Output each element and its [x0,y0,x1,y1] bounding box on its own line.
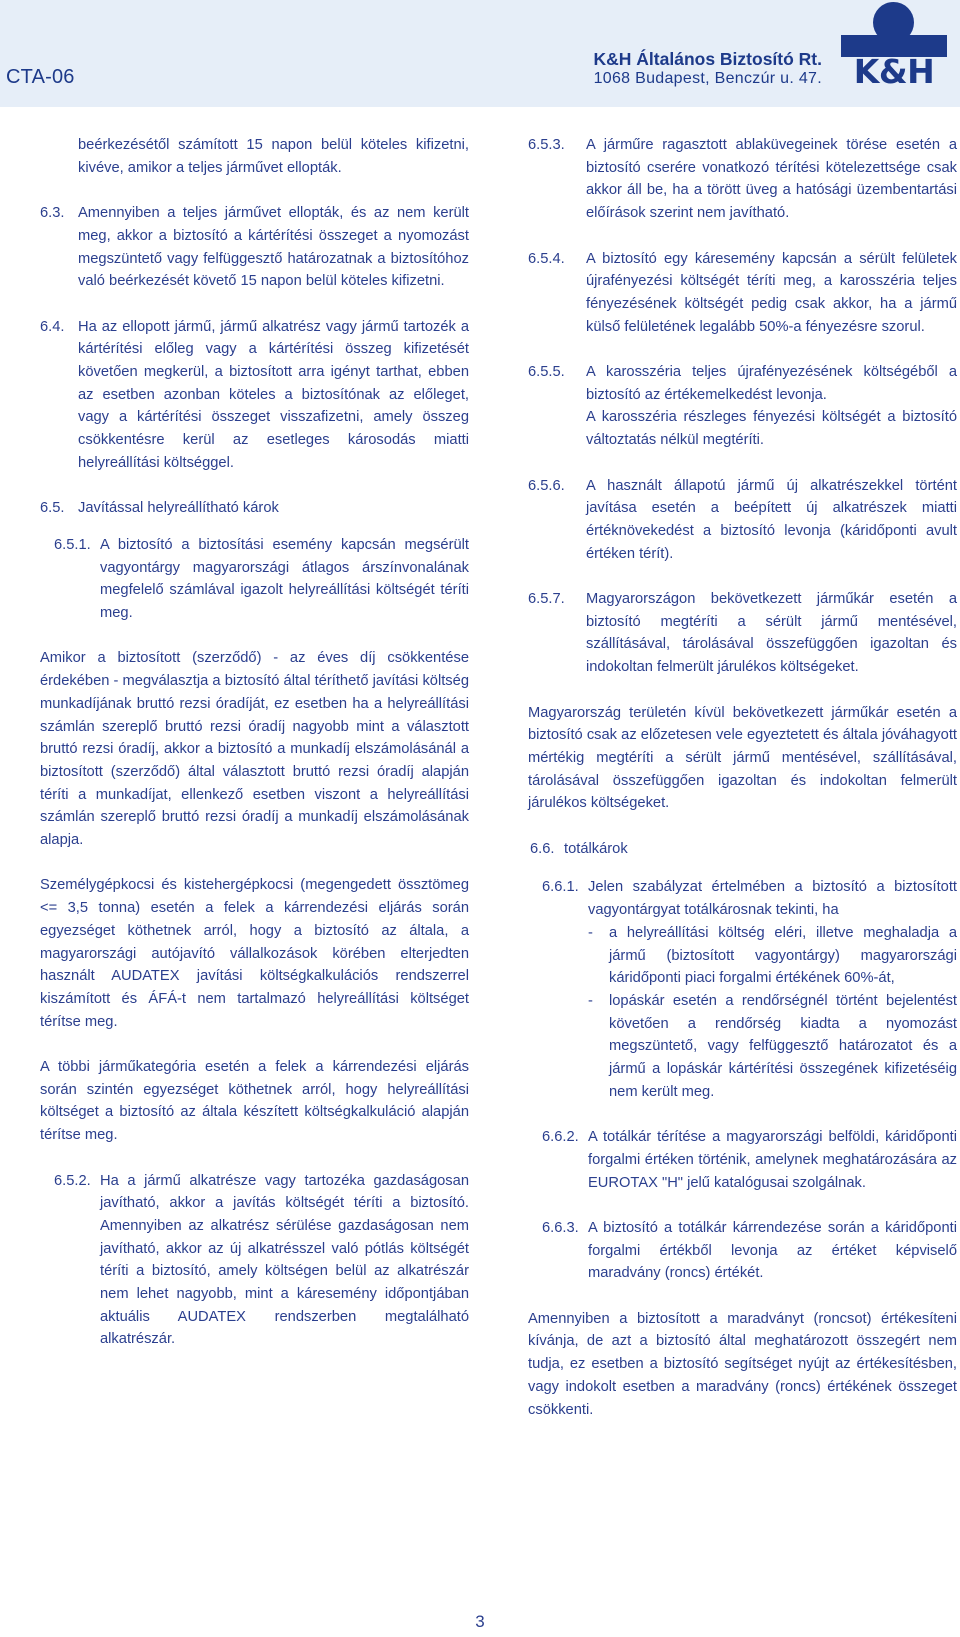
section-number: 6.4. [40,318,65,335]
logo-text: K&H [853,52,935,91]
section-6-5-7 [528,588,957,679]
section-6-5-2 [54,1170,469,1352]
section-6-4 [40,316,469,475]
section-text: A biztosító a totálkár kárrendezése során a káridőponti forgalmi értékből levonja az értéket képviselő maradvány (roncs) értékét. [588,1219,957,1282]
section-text: A használt állapotú jármű új alkatrészekkel történt javítása esetén a beépített új alkatrészek miatti értéknövekedést a biztosító levonja (káridőponti avult értéken térít). [586,477,957,562]
section-number: 6.5.2. [54,1172,91,1189]
section-6-5-heading [40,497,469,520]
left-column [40,134,469,1374]
section-number: 6.6.1. [542,879,579,896]
section-body [588,876,957,1103]
section-number: 6.5.3. [528,137,565,153]
section-number: 6.5.5. [528,364,565,380]
paragraph-tobbi: A többi járműkategória esetén a felek a kárrendezési eljárás során szintén egyezséget köthetnek arról, hogy helyreállítási költséget a biztosító az általa készített költségkalkuláció alapján térítse meg. [40,1059,469,1144]
right-column [528,134,957,1444]
section-6-5-6 [528,475,957,566]
section-title: totálkárok [564,840,628,857]
section-text: A biztosító a biztosítási esemény kapcsán megsérült vagyontárgy magyarországi átlagos árszínvonalának megfelelő számlával igazolt helyreállítási költségét téríti meg. [100,536,469,622]
section-number: 6.5.6. [528,477,565,494]
list-item [588,990,957,1104]
document-code: CTA-06 [6,66,75,88]
section-number: 6.3. [40,205,65,222]
section-number: 6.5.7. [528,591,565,607]
paragraph-text: beérkezésétől számított 15 napon belül köteles kifizetni, kivéve, amikor a teljes járművet ellopták. [78,137,469,176]
dash-bullet: - [588,924,593,941]
section-text: Ha a jármű alkatrésze vagy tartozéka gazdaságosan javítható, akkor a javítás költségét téríti a biztosító. Amennyiben az alkatrész sérülése gazdaságosan nem javítható, akkor az új alkatrésszel való pótlás költségét téríti a biztosító, amely költségen belül az alkatrészár nem lehet nagyobb, mint a káresemény időpontjában aktuális AUDATEX rendszerben megtalálható alkatrészár. [100,1172,469,1348]
list-item-text: lopáskár esetén a rendőrségnél történt bejelentést követően a rendőrség kiadta a nyomozást megszüntető, vagy felfüggesztő határozatot és a jármű a lopáskár kártérítési összegének kifizetéséig nem került meg. [609,992,957,1100]
section-6-5-4 [528,248,957,339]
paragraph-kulfold: Magyarország területén kívül bekövetkezett járműkár esetén a biztosító csak az előzetesen vele egyeztetett és általa jóváhagyott mértékig megtéríti a sérült jármű mentésével, szállításával, tárolásával összefüggően igazoltan és indokoltan felmerült járulékos költségeket. [528,704,957,812]
paragraph-maradvany: Amennyiben a biztosított a maradványt (roncsot) értékesíteni kívánja, de azt a biztosító által meghatározott összegért nem tudja, ez esetben a biztosító segítséget nyújt az értékesítésben, vagy indokolt esetben a maradvány (roncs) értékének összeget csökkenti. [528,1310,957,1418]
section-text: Ha az ellopott jármű, jármű alkatrész vagy jármű tartozék a kártérítési előleg vagy a kártérítési összeg kifizetését követően megkerül, a biztosított arra igényt tarthat, ebben az esetben azonban köteles a biztosítónak az előleget, vagy a kártérítési összeget visszafizetni, amely összeg csökkentésre kerül az esetleges károsodás miatti helyreállítási költséggel. [78,318,469,471]
kh-logo [841,2,947,91]
dash-bullet: - [588,992,593,1009]
section-6-3 [40,202,469,293]
section-title: Javítással helyreállítható károk [78,500,279,517]
section-6-6-1 [542,876,957,1103]
list-item [588,922,957,990]
section-text: Amennyiben a teljes járművet ellopták, és az nem került meg, akkor a biztosító a kártérítési összeget a nyomozást megszüntető vagy felfüggesztő határozatnak a biztosítóhoz való beérkezését követő 15 napon belül köteles kifizetni. [78,205,469,290]
page-number: 3 [475,1612,485,1631]
paragraph-szemelygepkocsi: Személygépkocsi és kistehergépkocsi (megengedett össztömeg <= 3,5 tonna) esetén a felek a kárrendezési eljárás során egyezséget köthetnek arról, hogy a biztosító az általa, a magyarországi autójavító vállalkozások körében elterjedten használt AUDATEX javítási költségkalkulációs rendszerrel kiszámított és ÁFÁ-t nem tartalmazó helyreállítási költséget térítse meg. [40,877,469,1030]
section-6-6-3 [542,1217,957,1285]
section-6-5-1 [54,534,469,625]
section-number: 6.6.3. [542,1219,579,1236]
section-number: 6.5. [40,500,65,517]
paragraph-continuation [78,134,469,179]
paragraph-amikor: Amikor a biztosított (szerződő) - az éves díj csökkentése érdekében - megválasztja a biztosító által téríthető javítási költség munkadíjának bruttó rezsi óradíját, ez esetben ha a helyreállítási számlán szereplő bruttó rezsi óradíj nagyobb mint a választott bruttó rezsi óradíj, akkor a biztosító a munkadíj elszámolásánál a biztosított (szerződő) által választott bruttó rezsi óradíj alapján téríti a munkadíjat, ellenkező esetben viszont a helyreállítási számlán szereplő bruttó rezsi óradíj a munkadíj elszámolásának alapja. [40,650,469,849]
section-text: A biztosító egy káresemény kapcsán a sérült felületek újrafényezési költségét téríti meg, a karosszéria teljes fényezésének költségét pedig csak akkor, ha a jármű külső felületének legalább 50%-a fényezésre szorul. [586,250,957,335]
section-6-5-3 [528,134,957,225]
section-text-group [586,361,957,452]
section-text: A totálkár térítése a magyarországi belföldi, káridőponti forgalmi értéken történik, amelynek meghatározására az EUROTAX "H" jelű katalógusai szolgálnak. [588,1129,957,1191]
section-text: A karosszéria részleges fényezési költségét a biztosító változtatás nélkül megtéríti. [586,409,957,449]
section-6-6-2 [542,1126,957,1194]
company-block [594,49,822,89]
section-number: 6.6. [530,840,555,857]
section-text: Jelen szabályzat értelmében a biztosító a biztosított vagyontárgyat totálkárosnak tekinti, ha [588,879,957,919]
section-text: A járműre ragasztott ablaküvegeinek törése esetén a biztosító cserére vonatkozó térítési kötelezettsége csak akkor áll be, ha a törött üveg a hatósági üzembentartási előírások szerint nem javítható. [586,137,957,222]
section-text: Magyarországon bekövetkezett járműkár esetén a biztosító megtéríti a sérült jármű mentésével, szállításával, tárolásával összefüggően igazoltan és indokoltan felmerült járulékos költségeket. [586,591,957,676]
section-number: 6.5.4. [528,250,565,267]
list-item-text: a helyreállítási költség eléri, illetve meghaladja a jármű (biztosított vagyontárgy) magyarországi káridőponti piaci forgalmi értékének 60%-át, [609,924,957,987]
company-address: 1068 Budapest, Benczúr u. 47. [593,70,822,87]
section-6-5-5 [528,361,957,452]
totalkar-conditions-list [588,922,957,1104]
section-number: 6.6.2. [542,1129,579,1146]
company-name: K&H Általános Biztosító Rt. [593,49,822,69]
section-text: A karosszéria teljes újrafényezésének költségéből a biztosító az értékemelkedést levonja. [586,364,957,403]
section-number: 6.5.1. [54,536,91,553]
section-6-6-heading [530,838,957,861]
